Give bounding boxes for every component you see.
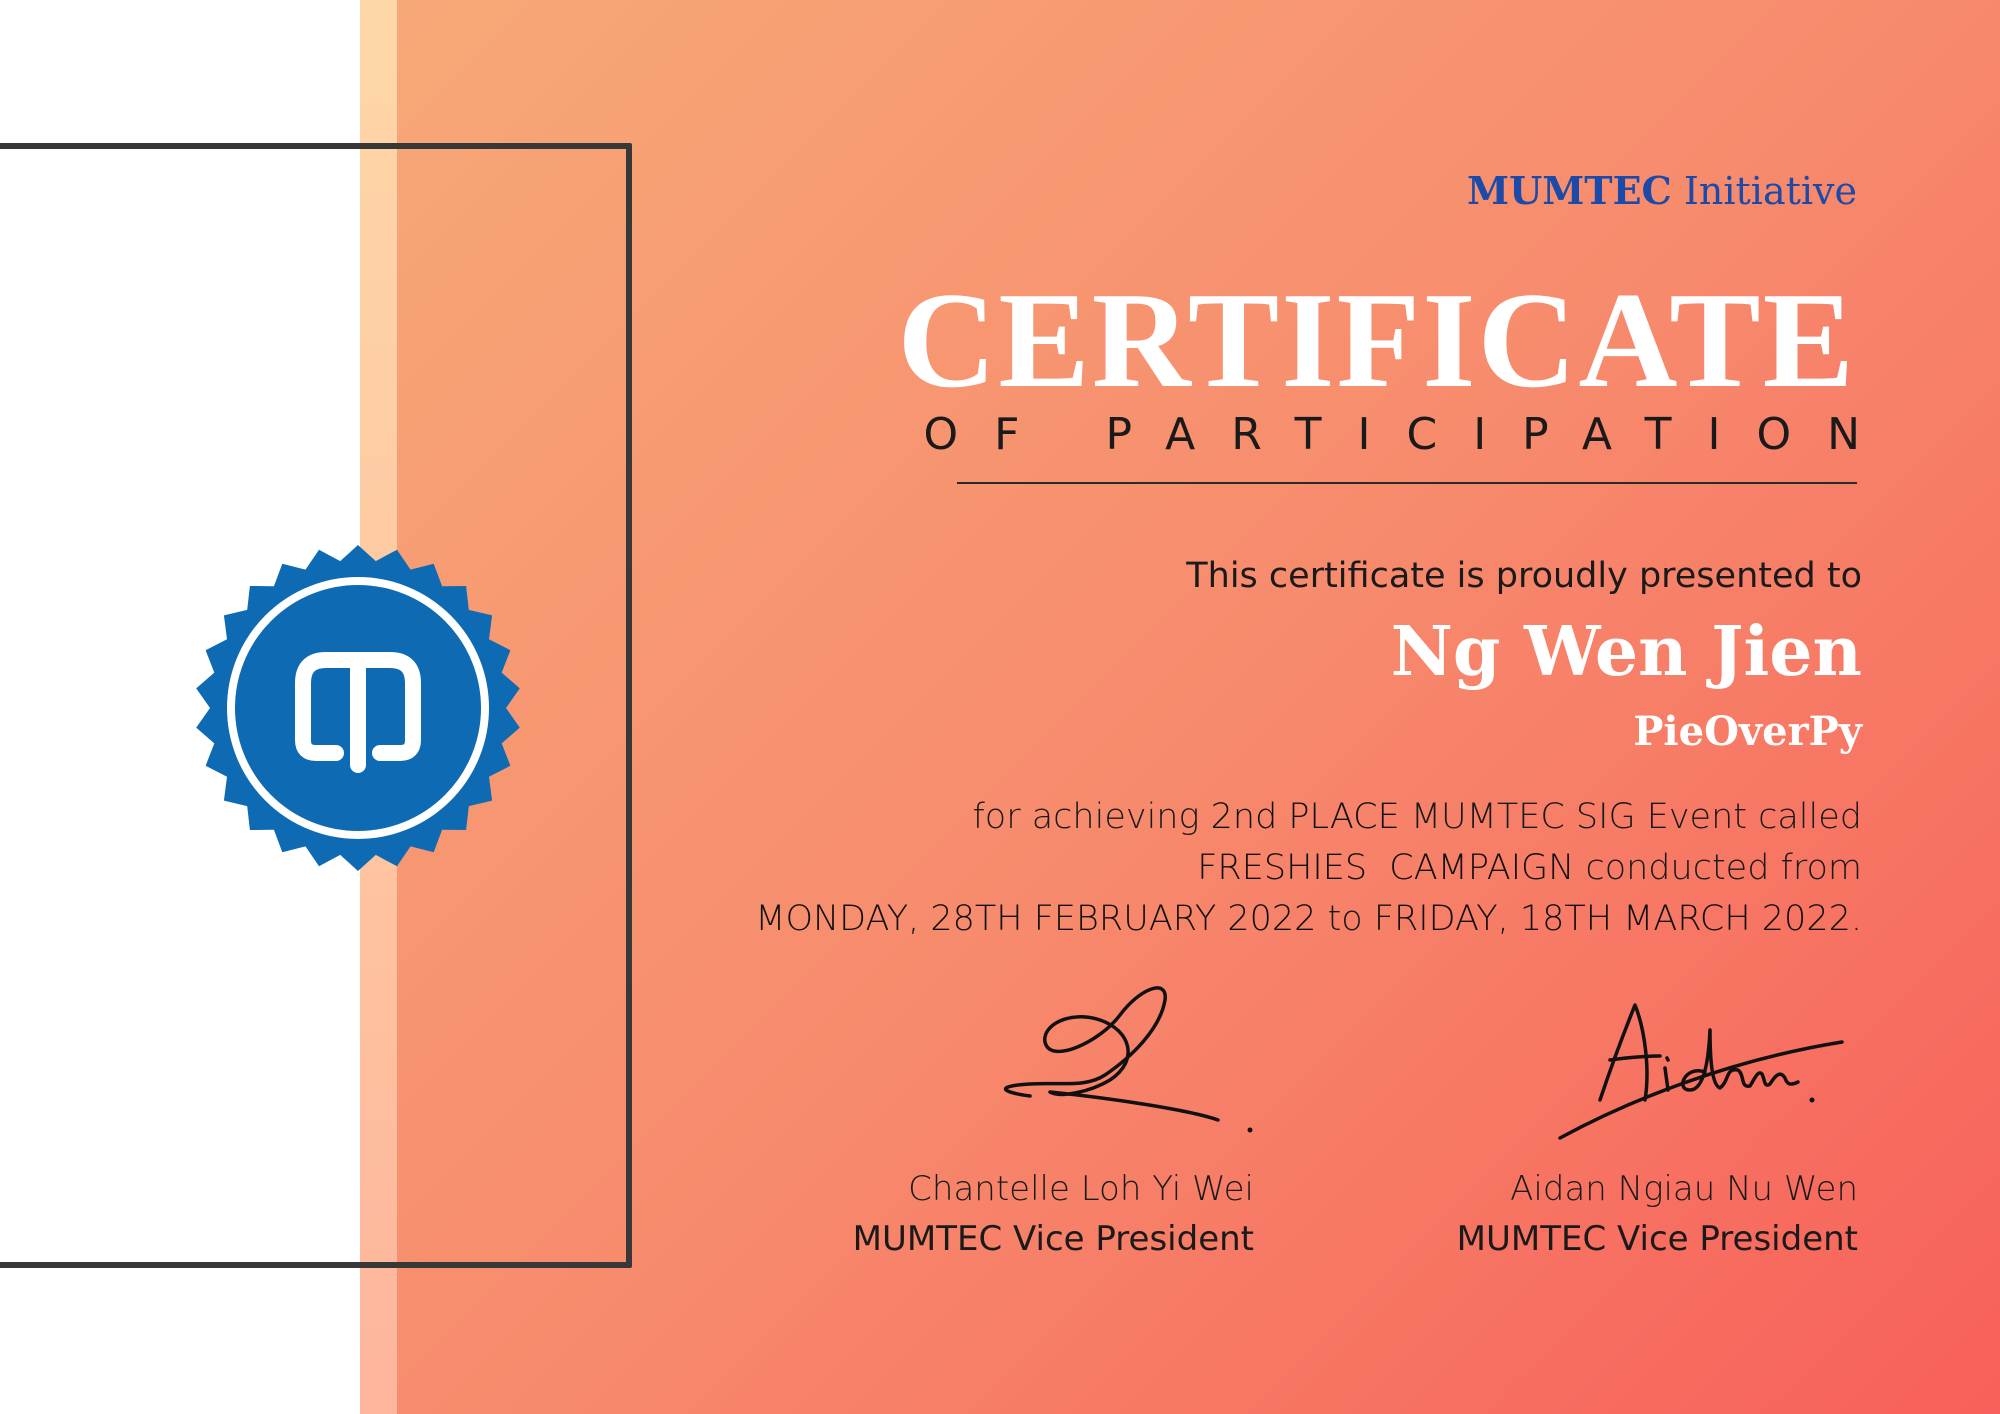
achievement-prefix: for achieving: [972, 797, 1200, 837]
org-name-bold: MUMTEC: [1467, 168, 1672, 213]
to-text: to: [1327, 899, 1363, 939]
signatory-right-name: Aidan Ngiau Nu Wen: [1510, 1169, 1858, 1209]
event-name: FRESHIES CAMPAIGN: [1197, 848, 1575, 888]
achievement-text: [562, 792, 1862, 945]
achievement-place: 2nd PLACE: [1210, 797, 1400, 837]
signature-chantelle: [990, 980, 1270, 1150]
signatory-left-role: MUMTEC Vice President: [852, 1219, 1254, 1259]
certificate-subtitle: OF PARTICIPATION: [923, 409, 1896, 460]
signatory-left-name: Chantelle Loh Yi Wei: [908, 1169, 1254, 1209]
signature-aidan: [1550, 990, 1850, 1150]
period-text: .: [1850, 899, 1862, 939]
title-divider: [957, 482, 1857, 484]
signatory-left: [853, 1164, 1254, 1264]
start-date: MONDAY, 28TH FEBRUARY 2022: [755, 899, 1317, 939]
conducted-text: conducted from: [1585, 848, 1862, 888]
recipient-name: Ng Wen Jien: [1390, 612, 1862, 692]
org-name-rest: Initiative: [1683, 169, 1857, 213]
signatory-right-role: MUMTEC Vice President: [1456, 1219, 1858, 1259]
mumtec-seal-icon: [193, 543, 523, 873]
end-date: FRIDAY, 18TH MARCH 2022: [1373, 899, 1851, 939]
signatory-right: [1457, 1164, 1858, 1264]
team-name: PieOverPy: [1633, 708, 1862, 755]
certificate-title: CERTIFICATE: [897, 264, 1856, 416]
organization-name: [1467, 168, 1857, 213]
event-intro: MUMTEC SIG Event called: [1410, 797, 1862, 837]
presented-to-text: This certificate is proudly presented to: [1186, 556, 1862, 596]
